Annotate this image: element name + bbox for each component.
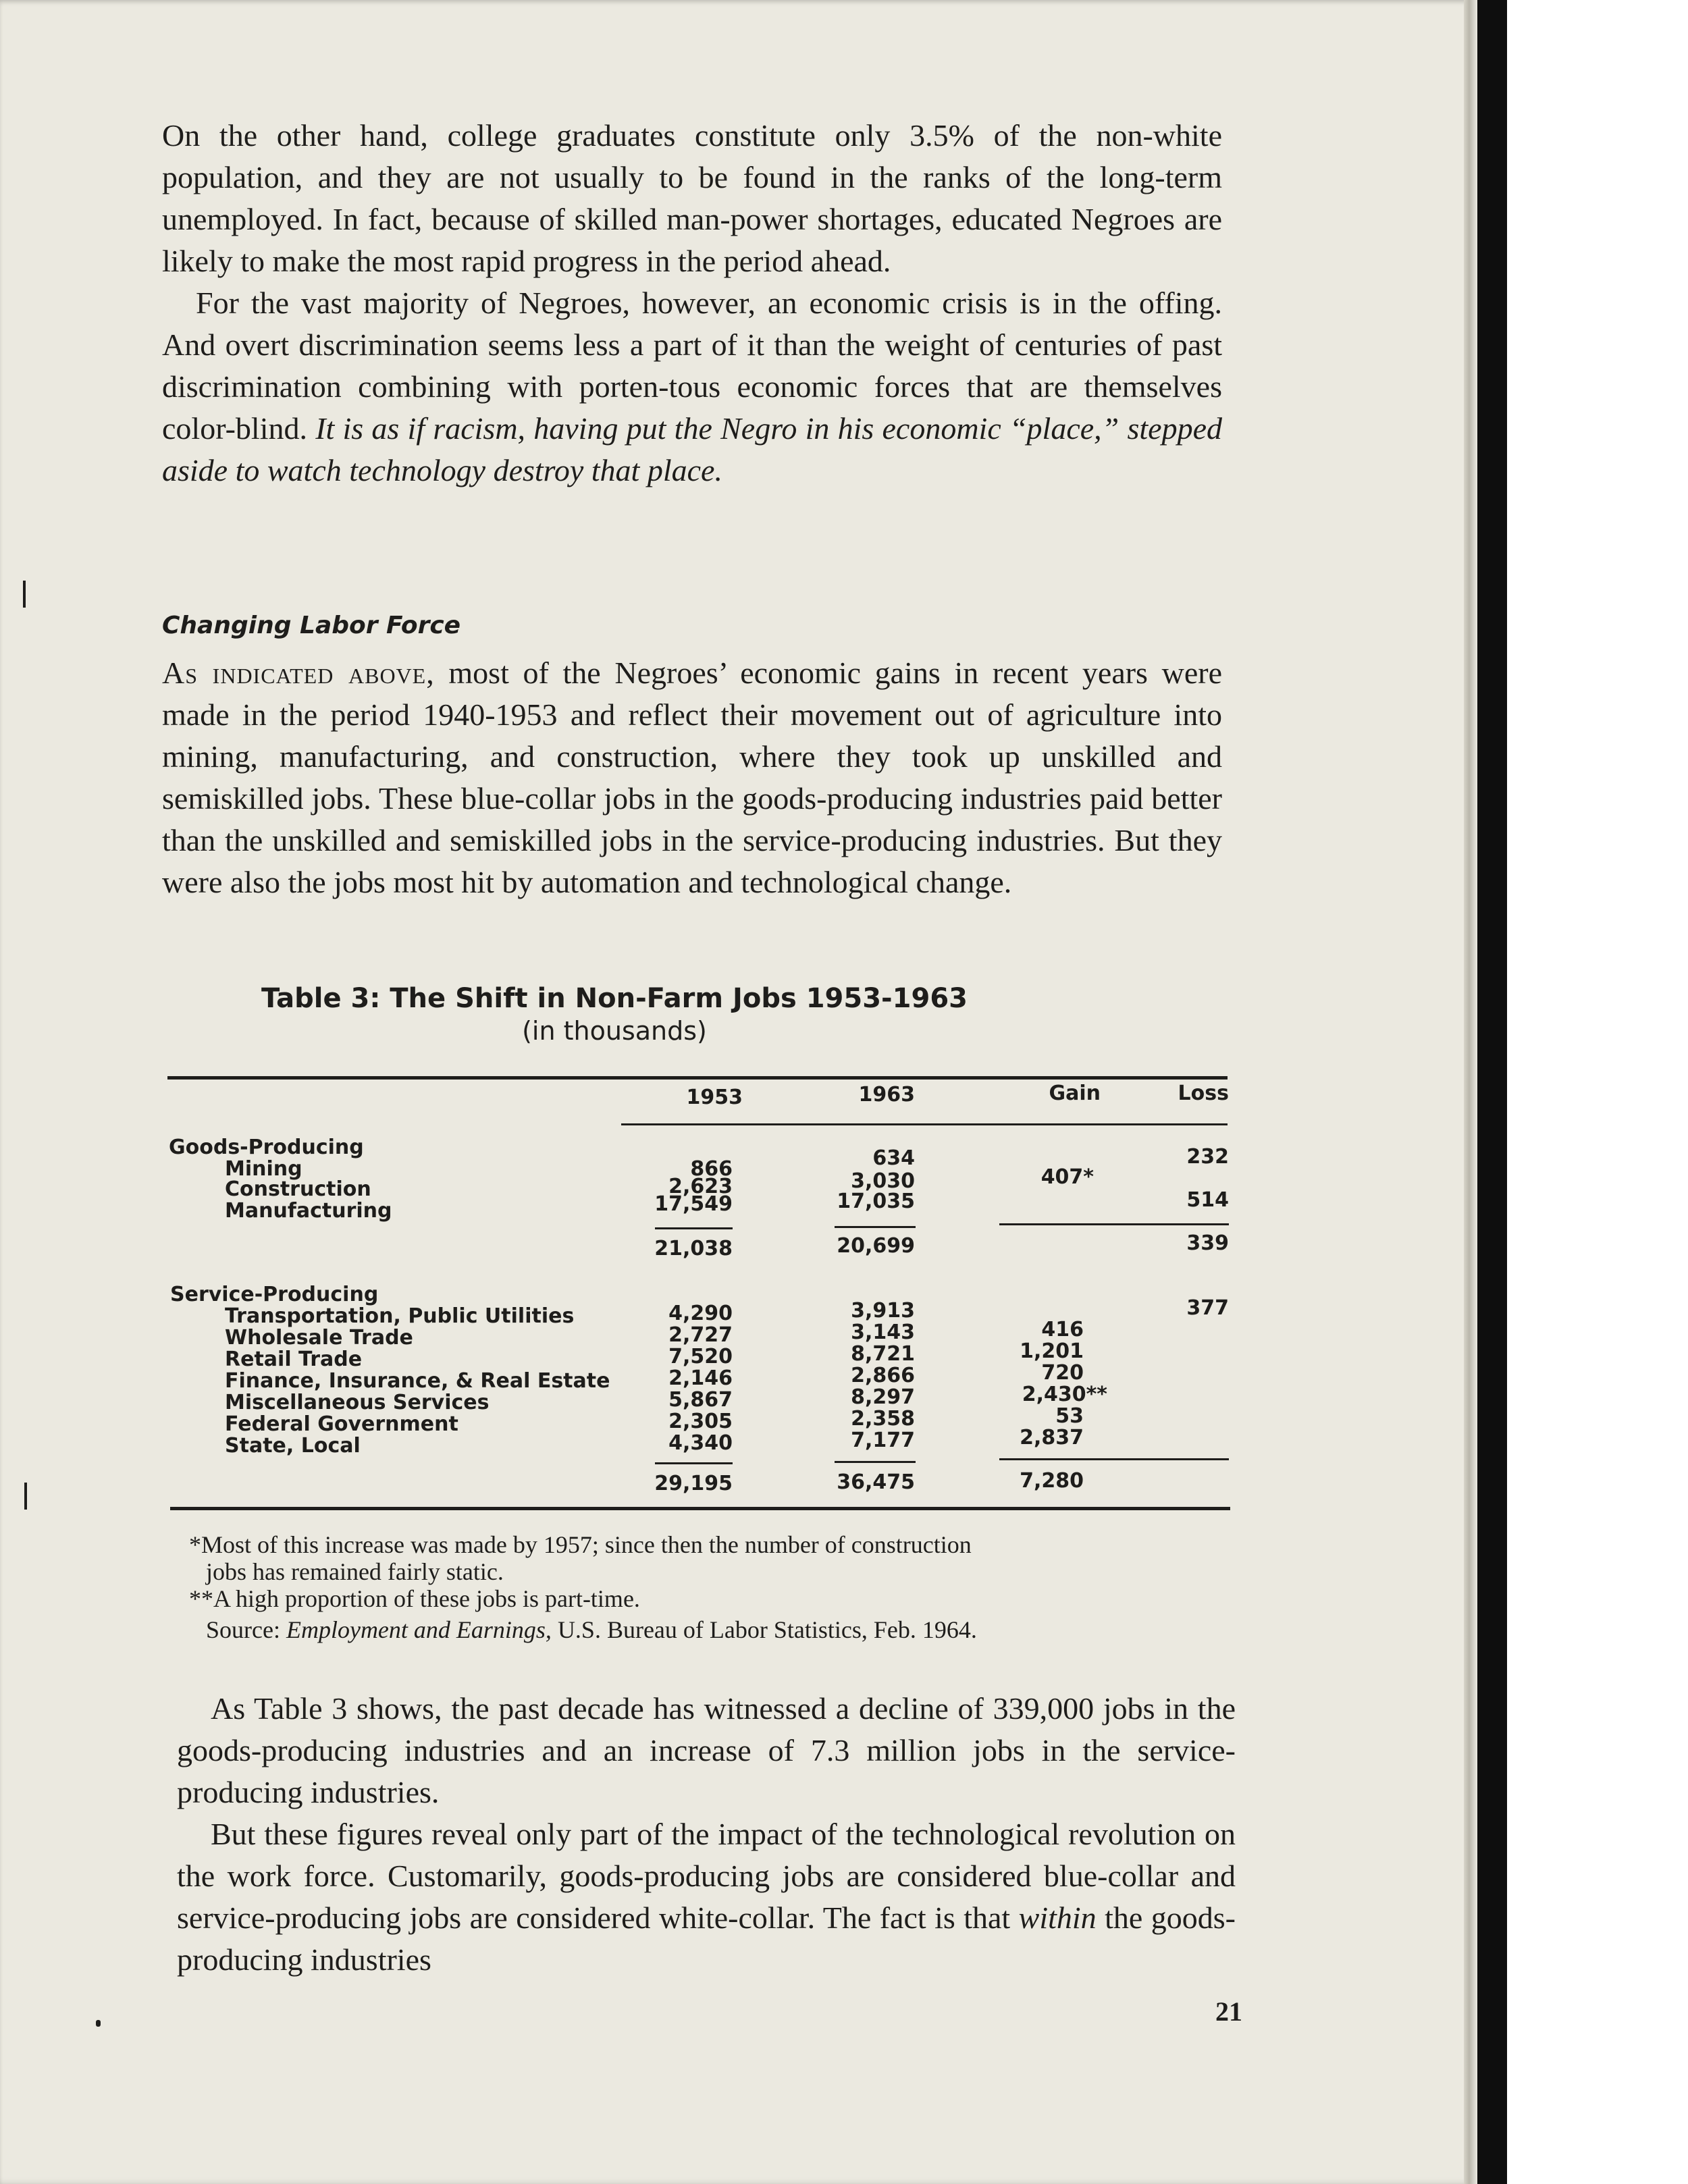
paragraph-3 bbox=[162, 652, 1222, 903]
footnote-2: **A high proportion of these jobs is part-time. bbox=[189, 1585, 640, 1612]
paragraph-5 bbox=[177, 1813, 1236, 1981]
row-label-construction: Construction bbox=[225, 1177, 371, 1201]
cell-misc-gain: 2,430** bbox=[1022, 1383, 1107, 1406]
cell-construction-1963: 3,030 bbox=[851, 1169, 915, 1193]
cell-finance-1963: 2,866 bbox=[851, 1364, 915, 1387]
text-block-middle bbox=[162, 652, 1222, 903]
service-subtotal-rule-1963 bbox=[835, 1461, 916, 1463]
row-label-retail: Retail Trade bbox=[225, 1348, 363, 1371]
row-label-wholesale: Wholesale Trade bbox=[225, 1326, 413, 1350]
page-number: 21 bbox=[1215, 1996, 1242, 2027]
cell-wholesale-1963: 3,143 bbox=[851, 1321, 915, 1344]
cell-mining-1963: 634 bbox=[872, 1146, 915, 1170]
paragraph-2-emphasis: It is as if racism, having put the Negro in his economic “place,” stepped aside to watch technology destroy that place. bbox=[162, 411, 1222, 487]
cell-mining-loss: 232 bbox=[1186, 1145, 1229, 1169]
cell-retail-1963: 8,721 bbox=[851, 1342, 915, 1366]
margin-mark-bottom bbox=[96, 2020, 101, 2027]
paragraph-5-text-a: But these figures reveal only part of the impact of the technological revolution on the work force. Customarily, goods-producing jobs are considered blue-collar and service-producing jobs are considered white-collar. The fact is that bbox=[177, 1817, 1236, 1935]
table-top-rule bbox=[167, 1076, 1228, 1080]
paragraph-3-text: most of the Negroes’ economic gains in recent years were made in the period 1940-1953 and reflect their movement out of agriculture into mining, manufacturing, and construction, where they took up unskilled and semiskilled jobs. These blue-collar jobs in the goods-producing industries paid better than the unskilled and semiskilled jobs in the service-producing industries. But they were also the jobs most hit by automation and technological change. bbox=[162, 656, 1222, 899]
paragraph-2 bbox=[162, 282, 1222, 491]
row-label-finance: Finance, Insurance, & Real Estate bbox=[225, 1369, 610, 1393]
table-title-block bbox=[162, 982, 1067, 1047]
cell-construction-1953: 2,623 bbox=[668, 1175, 733, 1198]
cell-manufacturing-1953: 17,549 bbox=[654, 1192, 733, 1216]
table-footnotes bbox=[189, 1531, 1236, 1643]
table-subtitle: (in thousands) bbox=[522, 1016, 707, 1046]
header-1953: 1953 bbox=[686, 1086, 743, 1109]
row-label-transportation: Transportation, Public Utilities bbox=[225, 1304, 575, 1328]
cell-federal-1963: 2,358 bbox=[851, 1407, 915, 1431]
cell-state-gain: 2,837 bbox=[1020, 1426, 1084, 1449]
cell-federal-1953: 2,305 bbox=[668, 1410, 733, 1433]
cell-transportation-1953: 4,290 bbox=[668, 1302, 733, 1325]
service-total-1963: 36,475 bbox=[837, 1470, 915, 1494]
footnote-1: *Most of this increase was made by 1957; since then the number of construction bbox=[189, 1531, 972, 1558]
paragraph-3-lead: As indicated above, bbox=[162, 656, 435, 690]
cell-state-1963: 7,177 bbox=[851, 1429, 915, 1452]
cell-finance-gain: 720 bbox=[1041, 1361, 1084, 1385]
row-label-manufacturing: Manufacturing bbox=[225, 1199, 392, 1223]
goods-total-loss: 339 bbox=[1186, 1231, 1229, 1255]
source-details: U.S. Bureau of Labor Statistics, Feb. 1964. bbox=[551, 1616, 977, 1643]
cell-state-1953: 4,340 bbox=[668, 1431, 733, 1455]
row-label-state-local: State, Local bbox=[225, 1434, 361, 1458]
paragraph-2-text: For the vast majority of Negroes, however, an economic crisis is in the offing. And overt discrimination seems less a part of it than the weight of centuries of past discrimination combining with porten-tous economic forces that are themselves color-blind. bbox=[162, 286, 1222, 446]
table-title: Table 3: The Shift in Non-Farm Jobs 1953-1963 bbox=[261, 983, 968, 1014]
service-subtotal-rule-1953 bbox=[655, 1462, 733, 1464]
row-label-federal: Federal Government bbox=[225, 1412, 458, 1436]
page-spine bbox=[1464, 0, 1477, 2184]
section-heading: Changing Labor Force bbox=[162, 612, 461, 639]
paragraph-1: On the other hand, college graduates constitute only 3.5% of the non-white population, and they are not usually to be found in the ranks of the long-term unemployed. In fact, because of skilled man-power shortages, educated Negroes are likely to make the most rapid progress in the period ahead. bbox=[162, 118, 1222, 278]
paragraph-5-text-b: the goods-producing industries bbox=[177, 1900, 1236, 1977]
service-producing-label: Service-Producing bbox=[170, 1283, 379, 1306]
goods-producing-label: Goods-Producing bbox=[169, 1136, 364, 1159]
goods-total-1963: 20,699 bbox=[837, 1234, 915, 1258]
header-rule bbox=[621, 1123, 1228, 1125]
footnote-1-continued: jobs has remained fairly static. bbox=[206, 1558, 504, 1585]
row-label-misc-services: Miscellaneous Services bbox=[225, 1391, 490, 1414]
scan-edge bbox=[1477, 0, 1507, 2184]
table-bottom-rule bbox=[170, 1507, 1230, 1510]
source-line bbox=[189, 1616, 1236, 1643]
goods-subtotal-rule-1953 bbox=[655, 1227, 733, 1229]
cell-mining-1953: 866 bbox=[690, 1157, 733, 1181]
source-label: Source: bbox=[206, 1616, 286, 1643]
cell-misc-1963: 8,297 bbox=[851, 1385, 915, 1409]
row-label-mining: Mining bbox=[225, 1157, 302, 1181]
goods-total-1953: 21,038 bbox=[654, 1237, 733, 1260]
cell-wholesale-1953: 2,727 bbox=[668, 1323, 733, 1347]
text-block-top bbox=[162, 115, 1222, 491]
cell-construction-gain: 407* bbox=[1040, 1165, 1094, 1189]
cell-misc-1953: 5,867 bbox=[668, 1388, 733, 1412]
cell-retail-gain: 1,201 bbox=[1020, 1339, 1084, 1363]
paragraph-5-emphasis: within bbox=[1018, 1900, 1097, 1935]
service-total-gain: 7,280 bbox=[1020, 1469, 1084, 1493]
cell-finance-1953: 2,146 bbox=[668, 1366, 733, 1390]
cell-wholesale-gain: 416 bbox=[1041, 1318, 1084, 1341]
margin-mark-middle bbox=[24, 1483, 27, 1510]
cell-transportation-1963: 3,913 bbox=[851, 1299, 915, 1323]
cell-transportation-loss: 377 bbox=[1186, 1296, 1229, 1320]
cell-federal-gain: 53 bbox=[1055, 1404, 1084, 1428]
goods-subtotal-rule-loss bbox=[999, 1223, 1229, 1225]
header-1963: 1963 bbox=[858, 1083, 915, 1107]
header-loss: Loss bbox=[1178, 1082, 1229, 1105]
cell-manufacturing-loss: 514 bbox=[1186, 1188, 1229, 1212]
paragraph-4: As Table 3 shows, the past decade has witnessed a decline of 339,000 jobs in the goods-producing industries and an increase of 7.3 million jobs in the service-producing industries. bbox=[177, 1691, 1236, 1809]
goods-subtotal-rule-1963 bbox=[835, 1226, 916, 1228]
cell-manufacturing-1963: 17,035 bbox=[837, 1190, 915, 1213]
service-subtotal-rule-gain bbox=[999, 1458, 1229, 1460]
text-block-bottom bbox=[177, 1688, 1236, 1981]
cell-retail-1953: 7,520 bbox=[668, 1345, 733, 1368]
source-title: Employment and Earnings, bbox=[286, 1616, 552, 1643]
header-gain: Gain bbox=[1049, 1082, 1101, 1105]
margin-mark-top bbox=[23, 581, 26, 608]
service-total-1953: 29,195 bbox=[654, 1472, 733, 1495]
